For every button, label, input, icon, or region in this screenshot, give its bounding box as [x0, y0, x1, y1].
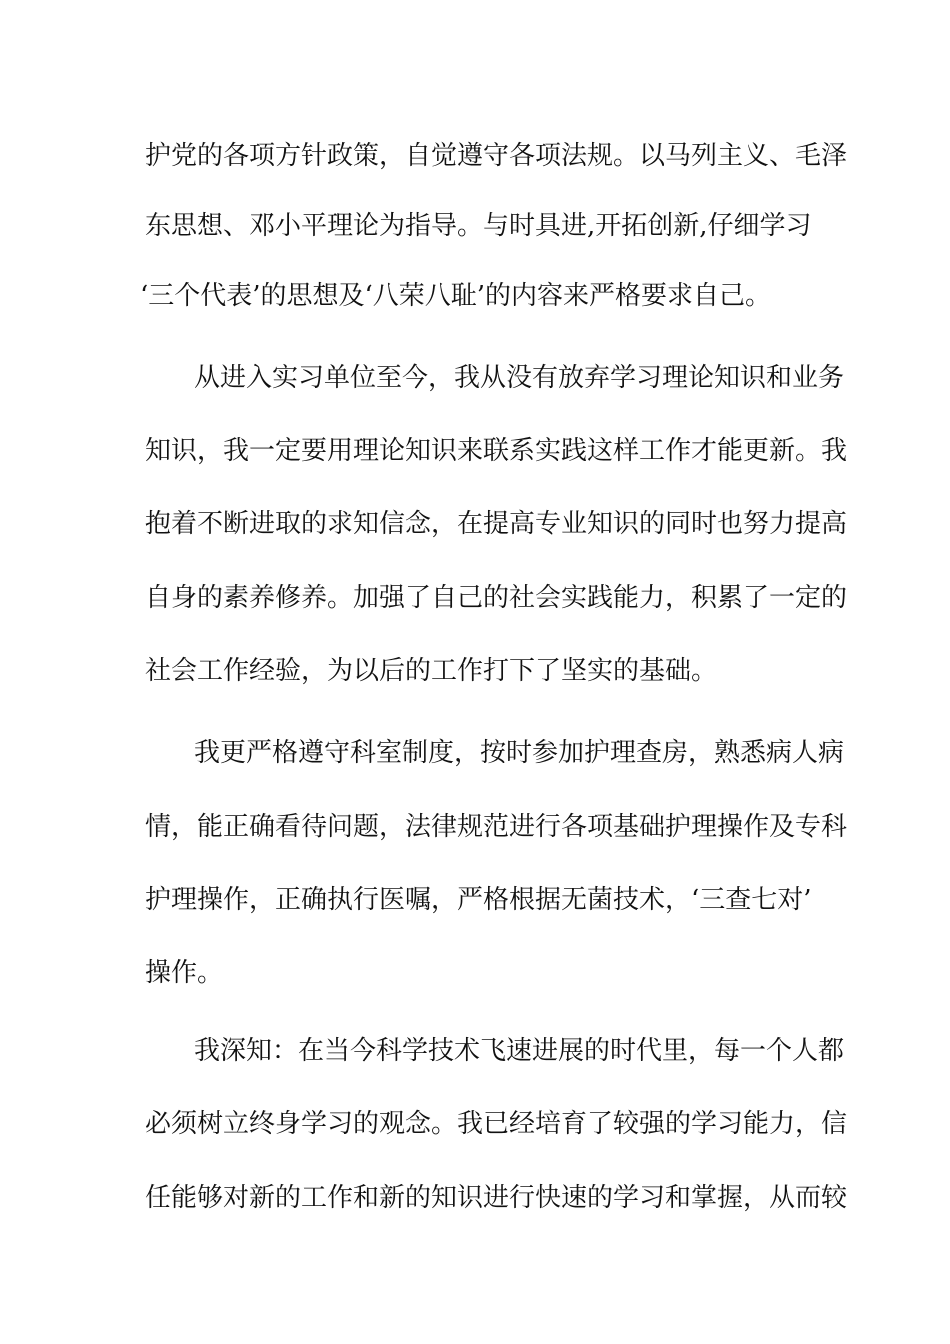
text-line-5: 知识，我一定要用理论知识来联系实践这样工作才能更新。我 [145, 436, 848, 466]
text-line-14: 必须树立终身学习的观念。我已经培育了较强的学习能力，信 [145, 1109, 848, 1139]
text-line-10: 情，能正确看待问题，法律规范进行各项基础护理操作及专科 [145, 812, 848, 842]
text-line-7: 自身的素养修养。加强了自己的社会实践能力，积累了一定的 [145, 583, 848, 613]
paragraph-start-line-4: 从进入实习单位至今，我从没有放弃学习理论知识和业务 [194, 363, 845, 393]
paragraph-start-line-9: 我更严格遵守科室制度，按时参加护理查房，熟悉病人病 [194, 738, 845, 768]
text-line-11: 护理操作，正确执行医嘱，严格根据无菌技术，‘三查七对’ [145, 885, 812, 915]
text-line-6: 抱着不断进取的求知信念，在提高专业知识的同时也努力提高 [145, 509, 848, 539]
text-line-8: 社会工作经验，为以后的工作打下了坚实的基础。 [145, 656, 718, 686]
text-line-15: 任能够对新的工作和新的知识进行快速的学习和掌握，从而较 [145, 1183, 848, 1213]
text-line-12: 操作。 [145, 958, 224, 988]
text-line-2: 东思想、邓小平理论为指导。与时具进,开拓创新,仔细学习 [145, 211, 812, 241]
text-line-3: ‘三个代表’的思想及‘八荣八耻’的内容来严格要求自己。 [140, 281, 772, 311]
text-line-1: 护党的各项方针政策，自觉遵守各项法规。以马列主义、毛泽 [145, 141, 848, 171]
paragraph-start-line-13: 我深知：在当今科学技术飞速进展的时代里，每一个人都 [194, 1036, 845, 1066]
